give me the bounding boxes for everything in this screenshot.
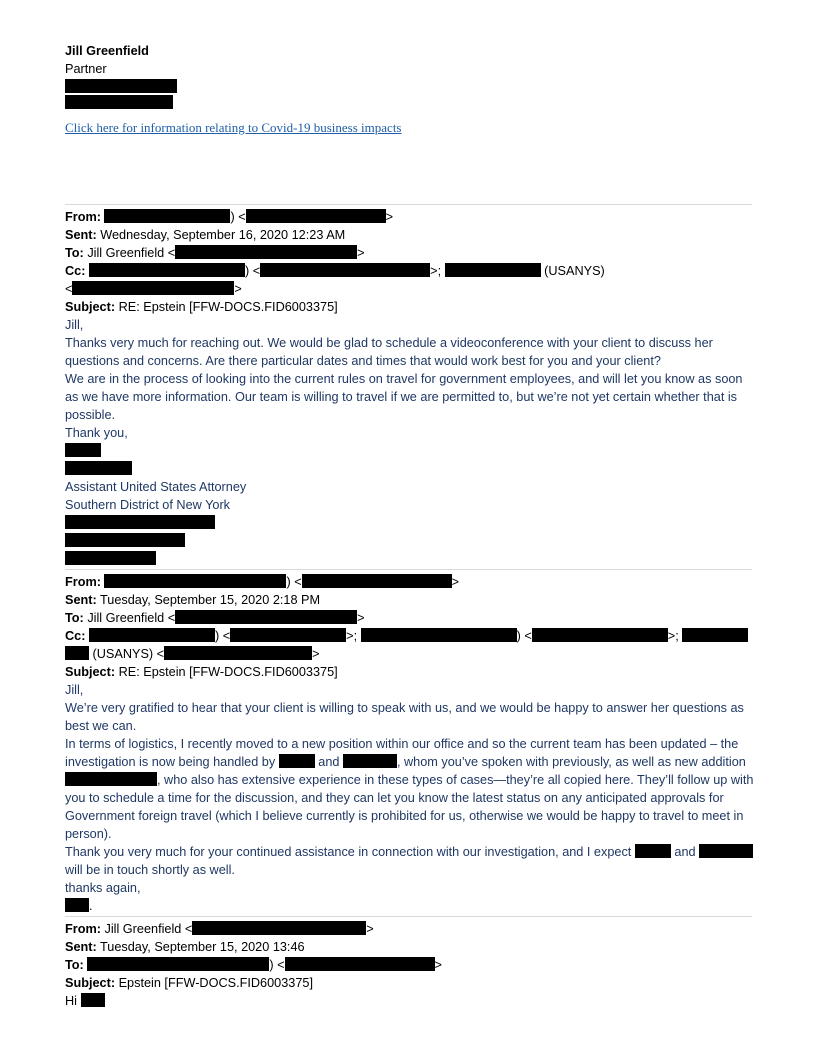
redaction-box: . (65, 897, 93, 915)
email1-subject-row: Subject: RE: Epstein [FFW-DOCS.FID6003375] (65, 300, 338, 314)
email2-from-row: From: ) < > (65, 575, 460, 589)
email3-from-row: From: Jill Greenfield < > (65, 922, 374, 936)
redaction-box (65, 442, 101, 460)
email2-cc-row: Cc: ) < >; ) < >; (65, 627, 748, 645)
email2-cc-row-cont: (USANYS) < > (65, 645, 320, 663)
email2-to-row: To: Jill Greenfield < > (65, 611, 365, 625)
email2-paragraph-3: Thank you very much for your continued assistance in connection with our investigation, and I expect and will be in touch shortly as well. (65, 843, 755, 879)
redaction-box (65, 532, 185, 550)
redaction-box (65, 94, 173, 112)
redaction-box (65, 550, 156, 568)
email1-sent-row: Sent: Wednesday, September 16, 2020 12:23 AM (65, 228, 346, 242)
email2-paragraph-2: In terms of logistics, I recently moved to a new position within our office and so the current team has been updated – the investigation is now being handled by and , whom you’ve spoken with previously, as well as new addition , who also has extensive experience in these types of cases—they’re all copied here. They’ll follow up with you to schedule a time for the discussion, and they can let you know the latest status on any anticipated approvals for Government foreign travel (which I believe currently is prohibited for us, otherwise we would be happy to travel to meet in person). (65, 737, 754, 841)
covid-info-link[interactable]: Click here for information relating to Covid-19 business impacts (65, 120, 402, 135)
email2-subject-row: Subject: RE: Epstein [FFW-DOCS.FID6003375] (65, 665, 338, 679)
divider (65, 204, 752, 205)
email3-greeting: Hi (65, 992, 105, 1010)
email1-paragraph-2: We are in the process of looking into the current rules on travel for government employees, and will let you know as soon as we have more information. Our team is willing to travel if we are permitted to, but we’re not yet certain whether that is possible. (65, 372, 743, 422)
email1-closing: Thank you, (65, 426, 128, 440)
signature-title: Partner (65, 62, 107, 76)
divider (65, 916, 752, 917)
redaction-box (65, 460, 132, 478)
redaction-box (65, 514, 215, 532)
covid-link-row (65, 119, 402, 137)
divider (65, 569, 752, 570)
email1-sig-office: Southern District of New York (65, 498, 231, 512)
email1-sig-title: Assistant United States Attorney (65, 480, 247, 494)
email3-subject-row: Subject: Epstein [FFW-DOCS.FID6003375] (65, 976, 313, 990)
email2-greeting: Jill, (65, 683, 84, 697)
email1-to-row: To: Jill Greenfield < > (65, 246, 365, 260)
email2-paragraph-1: We’re very gratified to hear that your client is willing to speak with us, and we would be happy to answer her questions as best we can. (65, 701, 744, 733)
email1-from-row: From: ) < > (65, 210, 394, 224)
email2-sent-row: Sent: Tuesday, September 15, 2020 2:18 PM (65, 593, 321, 607)
email1-paragraph-1: Thanks very much for reaching out. We would be glad to schedule a videoconference with your client to discuss her questions and concerns. Are there particular dates and times that would work best for you and your client? (65, 336, 713, 368)
email2-closing: thanks again, (65, 881, 141, 895)
email1-cc-row-cont: < > (65, 282, 242, 296)
email1-greeting: Jill, (65, 318, 84, 332)
email3-to-row: To: ) < > (65, 958, 442, 972)
email3-sent-row: Sent: Tuesday, September 15, 2020 13:46 (65, 940, 305, 954)
email1-cc-row: Cc: ) < >; (USANYS) (65, 264, 605, 278)
signature-name: Jill Greenfield (65, 44, 149, 58)
